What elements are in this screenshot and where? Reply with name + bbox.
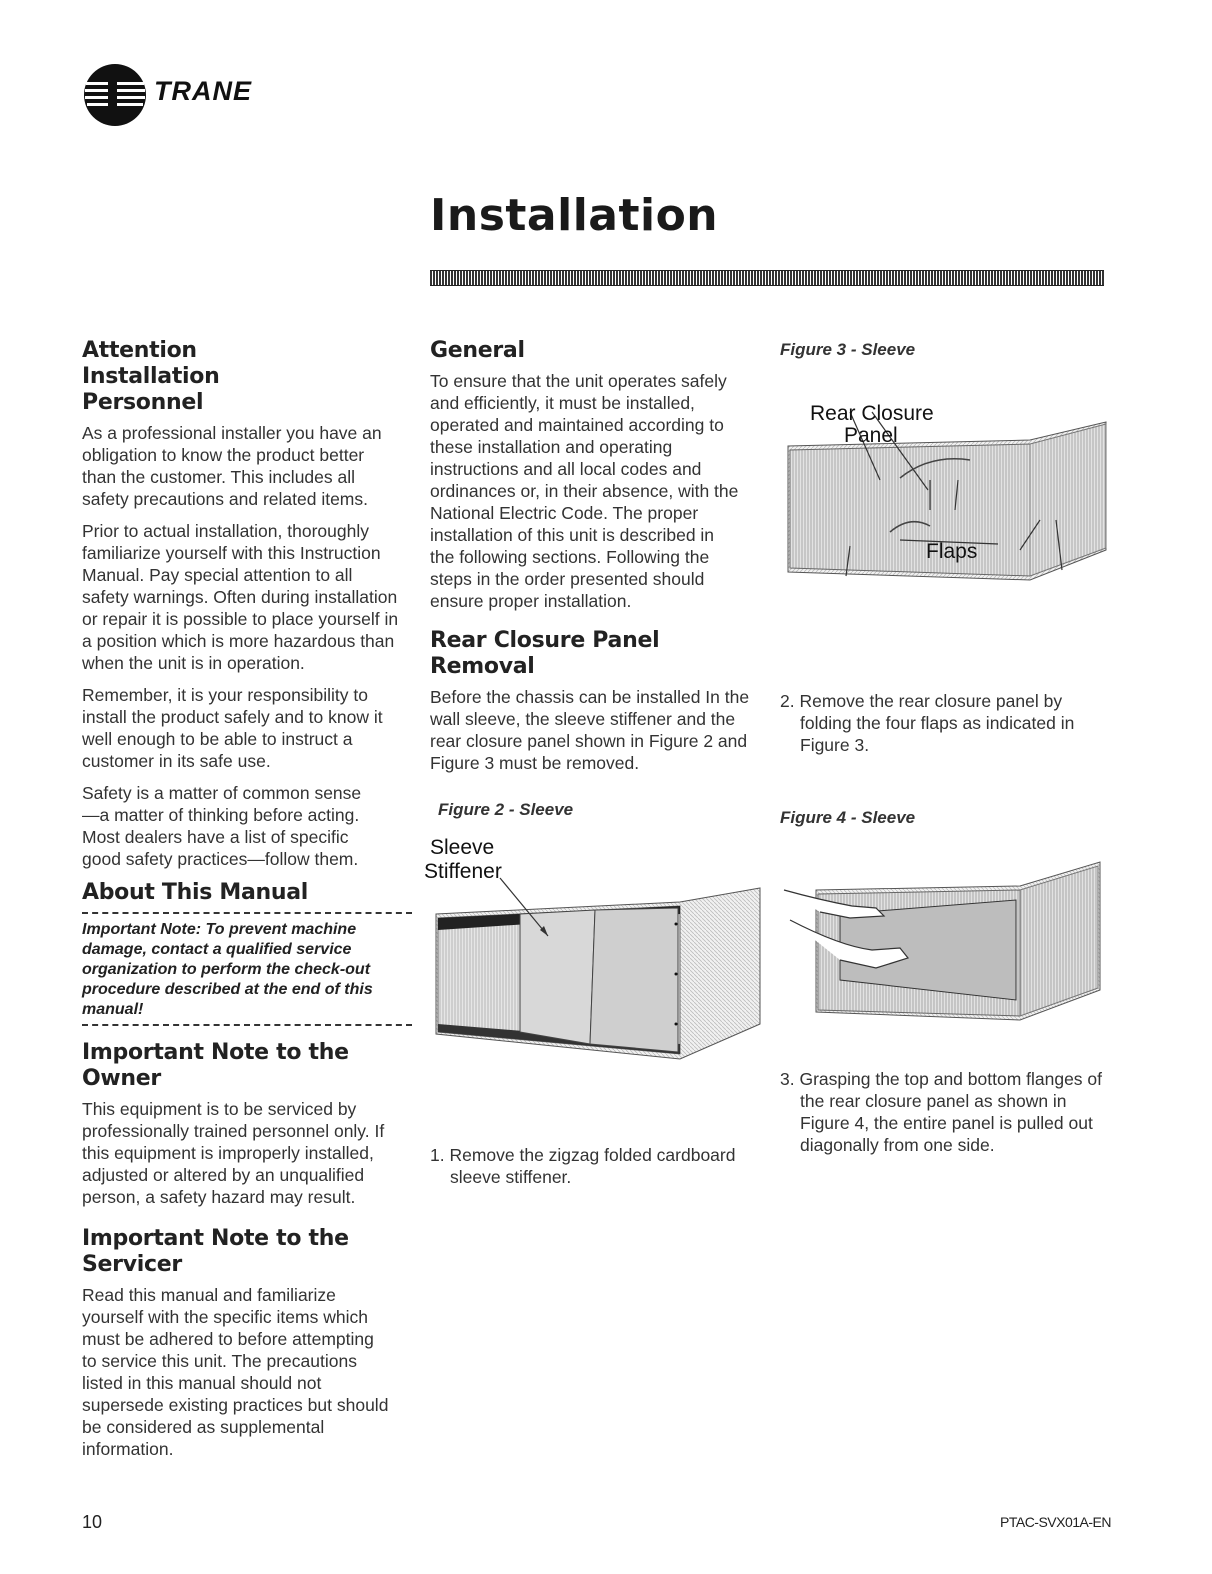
figure-2-caption: Figure 2 - Sleeve	[438, 800, 574, 819]
owner-heading: Important Note to the Owner	[82, 1040, 349, 1091]
general-text: To ensure that the unit operates safely and efficiently, it must be installed, operated and maintained according to these installation and operating instructions and all local codes and ordinances or, in their absence, with the National Electric Code. The proper installation of this unit is described in the following sections. Following the steps in the order presented should ensure proper installation.	[430, 371, 739, 611]
title-rule	[430, 270, 1104, 286]
figure-3-label-line2: Panel	[844, 424, 898, 447]
attention-heading: Attention Installation Personnel	[82, 338, 220, 415]
removal-text: Before the chassis can be installed In the wall sleeve, the sleeve stiffener and the rear closure panel shown in Figure 2 and Figure 3 must be removed.	[430, 687, 750, 773]
general-heading: General	[430, 338, 525, 363]
sleeve-rear-closure-illustration	[780, 400, 1110, 600]
step-1-text: 1. Remove the zigzag folded cardboard sleeve stiffener.	[430, 1145, 736, 1187]
figure-4	[780, 840, 1110, 1050]
brand-name: TRANE	[154, 76, 252, 106]
figure-2-label-line1: Sleeve	[430, 836, 495, 859]
important-note-box	[82, 912, 412, 1026]
page-title: Installation	[430, 190, 719, 241]
column-middle	[424, 338, 760, 1188]
figure-2-label-line2: Stiffener	[424, 860, 502, 883]
step-2-text: 2. Remove the rear closure panel by folding the four flaps as indicated in Figure 3.	[780, 691, 1075, 755]
attention-paragraph-1: As a professional installer you have an obligation to know the product better than the customer. This includes all safety precautions and related items.	[82, 423, 382, 509]
owner-text: This equipment is to be serviced by professionally trained personnel only. If this equipment is improperly installed, adjusted or altered by an unqualified person, a safety hazard may result.	[82, 1099, 385, 1207]
trane-globe-icon	[82, 62, 148, 128]
page-number: 10	[82, 1512, 103, 1532]
servicer-heading: Important Note to the Servicer	[82, 1226, 349, 1277]
figure-3-label-line1: Rear Closure	[810, 402, 934, 425]
step-3-text: 3. Grasping the top and bottom flanges of the rear closure panel as shown in Figure 4, the entire panel is pulled out diagonally from one side.	[780, 1069, 1103, 1155]
figure-3	[780, 370, 1110, 610]
about-heading: About This Manual	[82, 880, 309, 905]
figure-3-flaps-label: Flaps	[926, 540, 978, 563]
trane-logo	[82, 62, 282, 128]
column-right	[780, 338, 1110, 1156]
attention-paragraph-2: Prior to actual installation, thoroughly familiarize yourself with this Instruction Manual. Pay special attention to all safety warnings. Often during installation or repair it is possible to place yourself in a position which is more hazardous than when the unit is in operation.	[82, 521, 399, 673]
attention-paragraph-3: Remember, it is your responsibility to install the product safely and to know it well enough to be able to instruct a customer in its safe use.	[82, 685, 383, 771]
servicer-text: Read this manual and familiarize yourself with the specific items which must be adhered to before attempting to service this unit. The precautions listed in this manual should not supersede existing practices but should be considered as supplemental information.	[82, 1285, 389, 1459]
attention-paragraph-4: Safety is a matter of common sense—a matter of thinking before acting. Most dealers have a list of specific good safety practices—follow them.	[82, 783, 362, 869]
removal-heading: Rear Closure Panel Removal	[430, 628, 660, 679]
figure-4-caption: Figure 4 - Sleeve	[780, 808, 916, 827]
document-code: PTAC-SVX01A-EN	[1000, 1514, 1111, 1530]
panel-removal-illustration	[780, 850, 1110, 1040]
important-note-text: Important Note: To prevent machine damage, contact a qualified service organization to perform the check-out procedure described at the end of this manual!	[82, 921, 373, 1018]
sleeve-with-stiffener-illustration	[430, 874, 770, 1064]
figure-3-caption: Figure 3 - Sleeve	[780, 340, 916, 359]
column-left	[82, 338, 412, 1470]
figure-2	[424, 830, 760, 1070]
